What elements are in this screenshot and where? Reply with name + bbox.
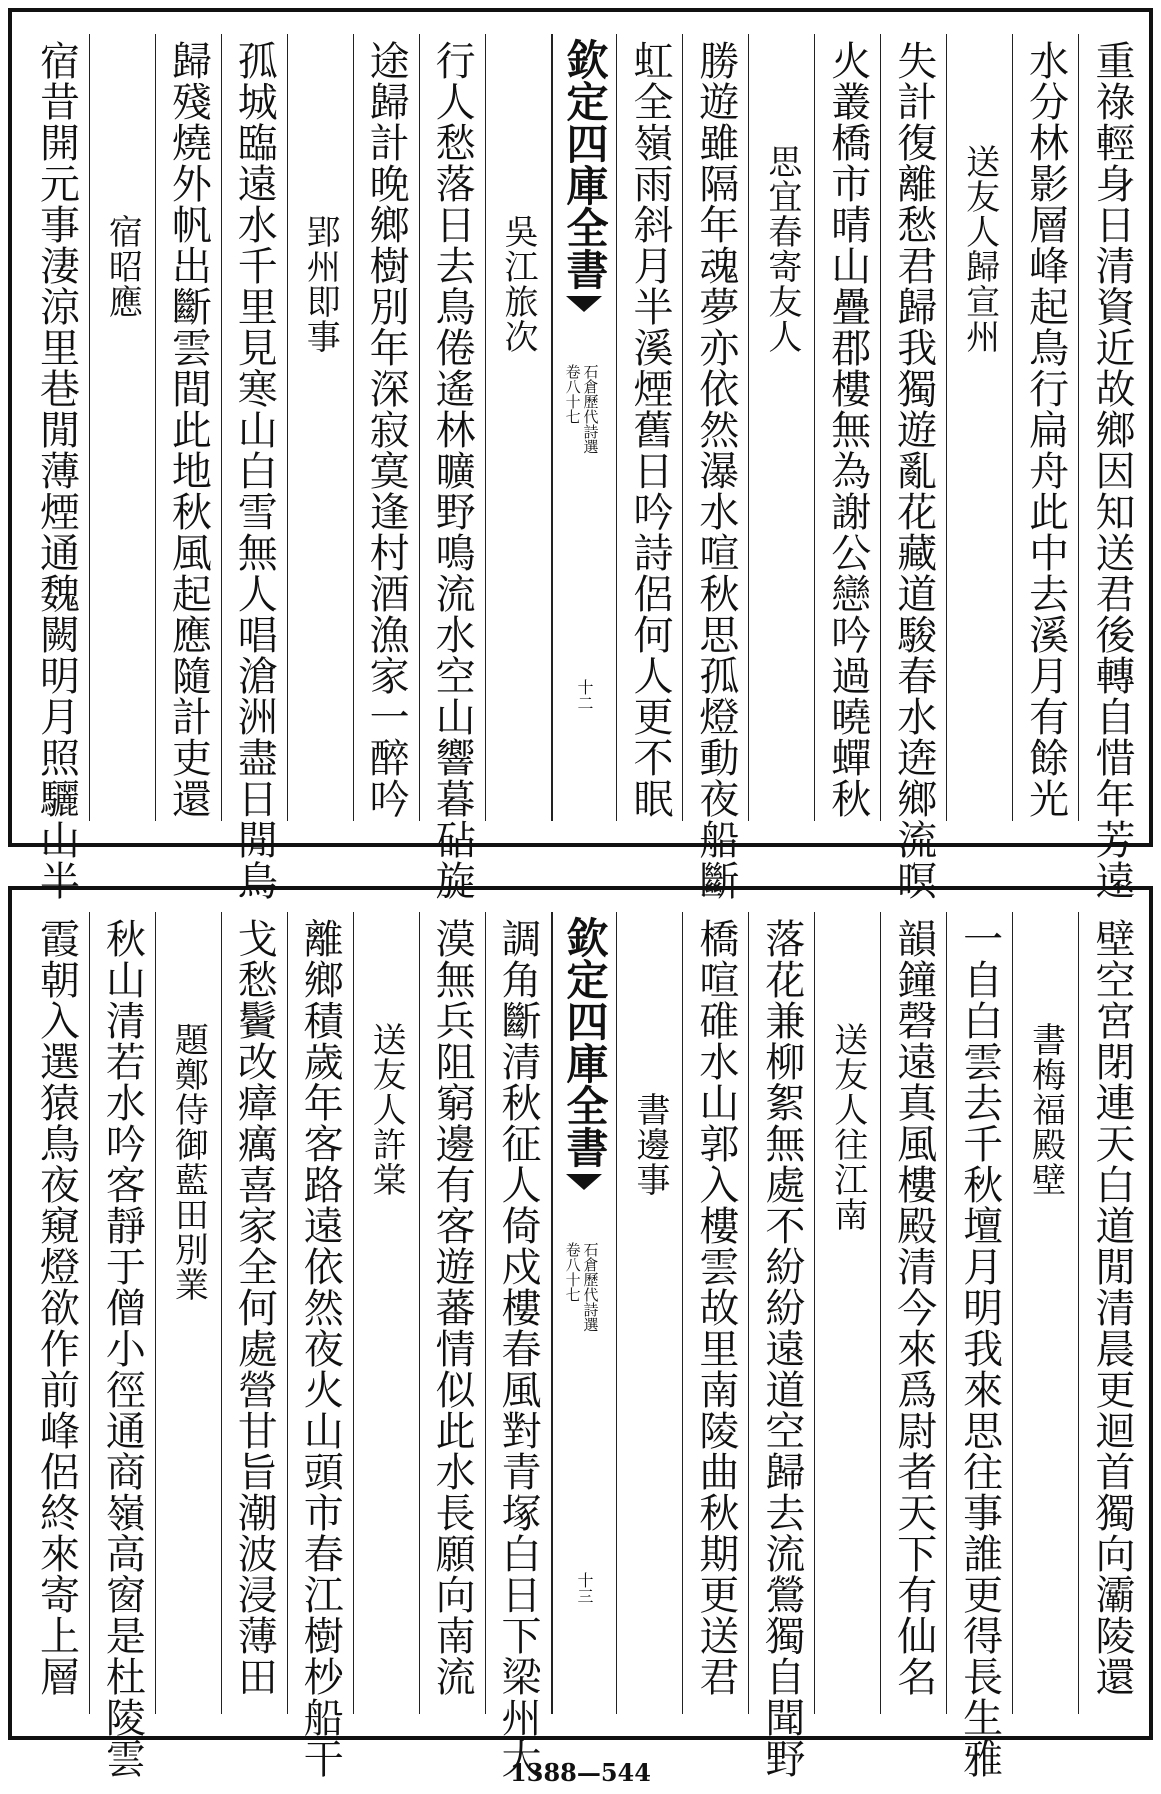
library-title: 欽定四庫全書 xyxy=(560,916,610,1168)
verse-text: 離鄉積歲年客路遠依然夜火山頭市春江樹杪船干 xyxy=(297,918,344,1779)
leaf-number: 十三 xyxy=(574,1572,594,1604)
verse-text: 火叢橋市晴山疊郡樓無為謝公戀吟過曉蟬秋 xyxy=(824,40,871,819)
poem-title: 送友人許棠 xyxy=(366,1022,407,1197)
poem-title-column xyxy=(947,34,1013,821)
verse-column xyxy=(222,912,288,1714)
verse-column xyxy=(288,912,354,1779)
verse-text: 橋喧碓水山郭入樓雲故里南陵曲秋期更送君 xyxy=(692,918,739,1697)
verse-text: 漠無兵阻窮邊有客遊蕃情似此水長願向南流 xyxy=(429,918,476,1697)
volume-label: 卷八十七 xyxy=(563,364,582,424)
verse-text: 秋山清若水吟客靜于僧小徑通商嶺高窗是杜陵雲 xyxy=(99,918,146,1779)
poem-title: 書梅福殿壁 xyxy=(1025,1022,1066,1197)
verse-column xyxy=(815,34,881,821)
verse-column xyxy=(222,34,288,901)
verse-column xyxy=(1013,34,1079,821)
verse-text: 調角斷清秋征人倚戍樓春風對青塚白日下梁州大 xyxy=(495,918,542,1779)
verse-text: 落花兼柳絮無處不紛紛遠道空歸去流鶯獨自聞野 xyxy=(758,918,805,1779)
poem-title: 題鄭侍御藍田別業 xyxy=(168,1022,209,1302)
volume-label: 卷八十七 xyxy=(563,1242,582,1302)
poem-title-column xyxy=(617,912,683,1714)
verse-column xyxy=(24,912,90,1714)
poem-title-column xyxy=(749,34,815,821)
center-margin-column xyxy=(552,34,618,821)
poem-title-column xyxy=(288,34,354,821)
verse-column xyxy=(90,912,156,1779)
fishtail-mark-icon xyxy=(566,1174,602,1190)
verse-column xyxy=(683,34,749,901)
verse-column xyxy=(881,912,947,1714)
poem-title-column xyxy=(1013,912,1079,1714)
verse-text: 行人愁落日去鳥倦遙林曠野鳴流水空山響暮砧旋 xyxy=(429,40,476,901)
leaf-number: 十二 xyxy=(574,679,594,711)
poem-title: 送友人歸宣州 xyxy=(959,144,1000,354)
verse-text: 虹全嶺雨斜月半溪煙舊日吟詩侶何人更不眠 xyxy=(626,40,673,819)
verse-text: 戈愁鬢改瘴癘喜家全何處營甘旨潮波浸薄田 xyxy=(231,918,278,1697)
page-frame xyxy=(8,8,1153,901)
source-title: 石倉歷代詩選 xyxy=(581,1242,600,1332)
verse-column xyxy=(683,912,749,1714)
verse-column xyxy=(156,34,222,821)
verse-column xyxy=(617,34,683,821)
verse-text: 宿昔開元事淒涼里巷閒薄煙通魏闕明月照驪山半 xyxy=(33,40,80,901)
verse-text: 孤城臨遠水千里見寒山白雪無人唱滄洲盡日閒鳥 xyxy=(231,40,278,901)
poem-title: 宿昭應 xyxy=(102,214,143,319)
poem-title: 郢州即事 xyxy=(300,214,341,354)
verse-column xyxy=(947,912,1013,1779)
verse-text: 壁空宮閉連天白道閒清晨更迴首獨向灞陵還 xyxy=(1089,918,1136,1697)
verse-column xyxy=(420,34,486,901)
verse-text: 水分林影層峰起鳥行扁舟此中去溪月有餘光 xyxy=(1022,40,1069,819)
verse-column xyxy=(24,34,90,901)
verse-column xyxy=(881,34,947,901)
verse-text: 霞朝入選猿鳥夜窺燈欲作前峰侶終來寄上層 xyxy=(33,918,80,1697)
poem-title: 送友人往江南 xyxy=(827,1022,868,1232)
verse-column xyxy=(420,912,486,1714)
poem-title-column xyxy=(354,912,420,1714)
page-footer-number: 1388—544 xyxy=(510,1758,651,1787)
library-title: 欽定四庫全書 xyxy=(560,38,610,290)
fishtail-mark-icon xyxy=(566,296,602,312)
poem-title: 吳江旅次 xyxy=(498,214,539,354)
source-title: 石倉歷代詩選 xyxy=(581,364,600,454)
verse-text: 歸殘燒外帆出斷雲間此地秋風起應隨計吏還 xyxy=(165,40,212,819)
poem-title-column xyxy=(815,912,881,1714)
center-margin-column xyxy=(552,912,618,1714)
verse-text: 失計復離愁君歸我獨遊亂花藏道駿春水逩鄉流暝 xyxy=(890,40,937,901)
verse-text: 勝遊雖隔年魂夢亦依然瀑水喧秋思孤燈動夜船斷 xyxy=(692,40,739,901)
verse-text: 重祿輕身日清資近故鄉因知送君後轉自惜年芳遠 xyxy=(1089,40,1136,901)
poem-title-column xyxy=(156,912,222,1714)
verse-column xyxy=(354,34,420,821)
poem-title: 書邊事 xyxy=(629,1092,670,1197)
poem-title: 思宜春寄友人 xyxy=(761,144,802,354)
verse-text: 一自白雲去千秋壇月明我來思往事誰更得長生雅 xyxy=(956,918,1003,1779)
poem-title-column xyxy=(90,34,156,821)
verse-text: 途歸計晚鄉樹別年深寂寞逢村酒漁家一醉吟 xyxy=(363,40,410,819)
verse-column xyxy=(1079,34,1145,901)
verse-column xyxy=(749,912,815,1779)
verse-column xyxy=(1079,912,1145,1714)
poem-title-column xyxy=(486,34,552,821)
verse-column xyxy=(486,912,552,1779)
verse-text: 韻鐘磬遠真風樓殿清今來爲尉者天下有仙名 xyxy=(890,918,937,1697)
